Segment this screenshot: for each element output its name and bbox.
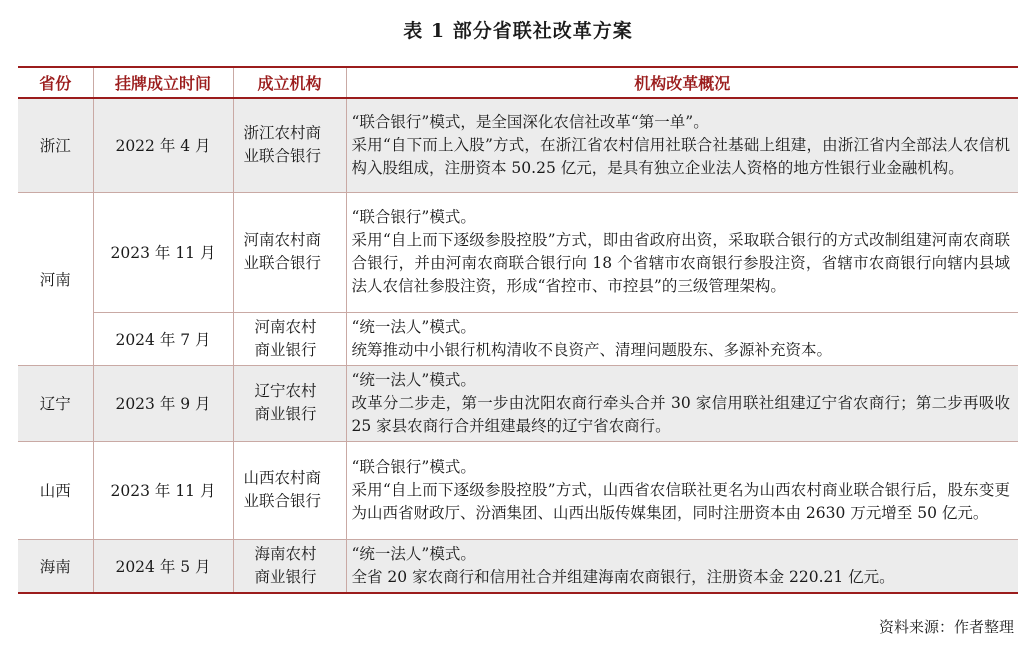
overview-cell xyxy=(346,98,1018,192)
date-cell: 2024 年 5 月 xyxy=(93,539,233,593)
overview-cell xyxy=(346,441,1018,539)
table-title: 表 1 部分省联社改革方案 xyxy=(403,20,633,42)
header-row xyxy=(18,67,1018,98)
overview-cell xyxy=(346,365,1018,441)
date-cell: 2024 年 7 月 xyxy=(93,312,233,365)
overview-cell xyxy=(346,539,1018,593)
table-row xyxy=(18,539,1018,593)
overview-line: “统一法人”模式。 xyxy=(351,317,476,336)
table-row xyxy=(18,441,1018,539)
province-cell: 山西 xyxy=(18,441,93,539)
overview-line: “联合银行”模式。 xyxy=(351,457,476,476)
reform-table xyxy=(18,66,1018,594)
overview-line: “联合银行”模式，是全国深化农信社改革“第一单”。 xyxy=(351,112,709,131)
table-row xyxy=(18,365,1018,441)
overview-cell xyxy=(346,312,1018,365)
date-cell: 2022 年 4 月 xyxy=(93,98,233,192)
org-name: 河南农村商业银行 xyxy=(254,317,317,359)
table-row xyxy=(18,192,1018,312)
header-org: 成立机构 xyxy=(233,67,346,98)
overview-line: “统一法人”模式。 xyxy=(351,370,476,389)
date-cell: 2023 年 11 月 xyxy=(93,192,233,312)
overview-line: 全省 20 家农商行和信用社合并组建海南农商银行，注册资本金 220.21 亿元。 xyxy=(351,567,895,586)
org-name: 山西农村商业联合银行 xyxy=(243,469,322,510)
overview-cell xyxy=(346,192,1018,312)
table-row xyxy=(18,312,1018,365)
org-cell xyxy=(233,312,346,365)
header-overview: 机构改革概况 xyxy=(346,67,1018,98)
org-name: 辽宁农村商业银行 xyxy=(254,382,317,423)
source-note: 资料来源：作者整理 xyxy=(878,618,1014,636)
province-cell: 河南 xyxy=(18,192,93,365)
org-cell xyxy=(233,539,346,593)
date-cell: 2023 年 11 月 xyxy=(93,441,233,539)
header-date: 挂牌成立时间 xyxy=(93,67,233,98)
overview-line: “统一法人”模式。 xyxy=(351,544,476,563)
overview-line: 采用“自下而上入股”方式，在浙江省农村信用社联合社基础上组建，由浙江省内全部法人农信机构入股组成，注册资本 50.25 亿元，是具有独立企业法人资格的地方性银行业金融机构。 xyxy=(351,135,1010,177)
date-cell: 2023 年 9 月 xyxy=(93,365,233,441)
province-cell: 辽宁 xyxy=(18,365,93,441)
header-province: 省份 xyxy=(18,67,93,98)
org-name: 海南农村商业银行 xyxy=(254,544,317,586)
org-cell xyxy=(233,192,346,312)
org-cell xyxy=(233,98,346,192)
org-name: 浙江农村商业联合银行 xyxy=(243,124,322,166)
overview-line: 采用“自上而下逐级参股控股”方式，山西省农信联社更名为山西农村商业联合银行后，股东变更为山西省财政厅、汾酒集团、山西出版传媒集团，同时注册资本由 2630 万元增至 50 亿元。 xyxy=(351,480,1010,522)
province-cell: 浙江 xyxy=(18,98,93,192)
org-cell xyxy=(233,365,346,441)
org-name: 河南农村商业联合银行 xyxy=(243,231,322,272)
overview-line: 采用“自上而下逐级参股控股”方式，即由省政府出资，采取联合银行的方式改制组建河南农商联合银行，并由河南农商联合银行向 18 个省辖市农商银行参股注资，省辖市农商银行向辖内县域法人农信社参股注资，形成“省控市、市控县”的三级管理架构。 xyxy=(351,231,1010,295)
table-row xyxy=(18,98,1018,192)
overview-line: 改革分二步走，第一步由沈阳农商行牵头合并 30 家信用联社组建辽宁省农商行；第二步再吸收 25 家县农商行合并组建最终的辽宁省农商行。 xyxy=(351,393,1010,435)
overview-line: “联合银行”模式。 xyxy=(351,208,476,226)
org-cell xyxy=(233,441,346,539)
province-cell: 海南 xyxy=(18,539,93,593)
overview-line: 统筹推动中小银行机构清收不良资产、清理问题股东、多源补充资本。 xyxy=(351,340,833,359)
